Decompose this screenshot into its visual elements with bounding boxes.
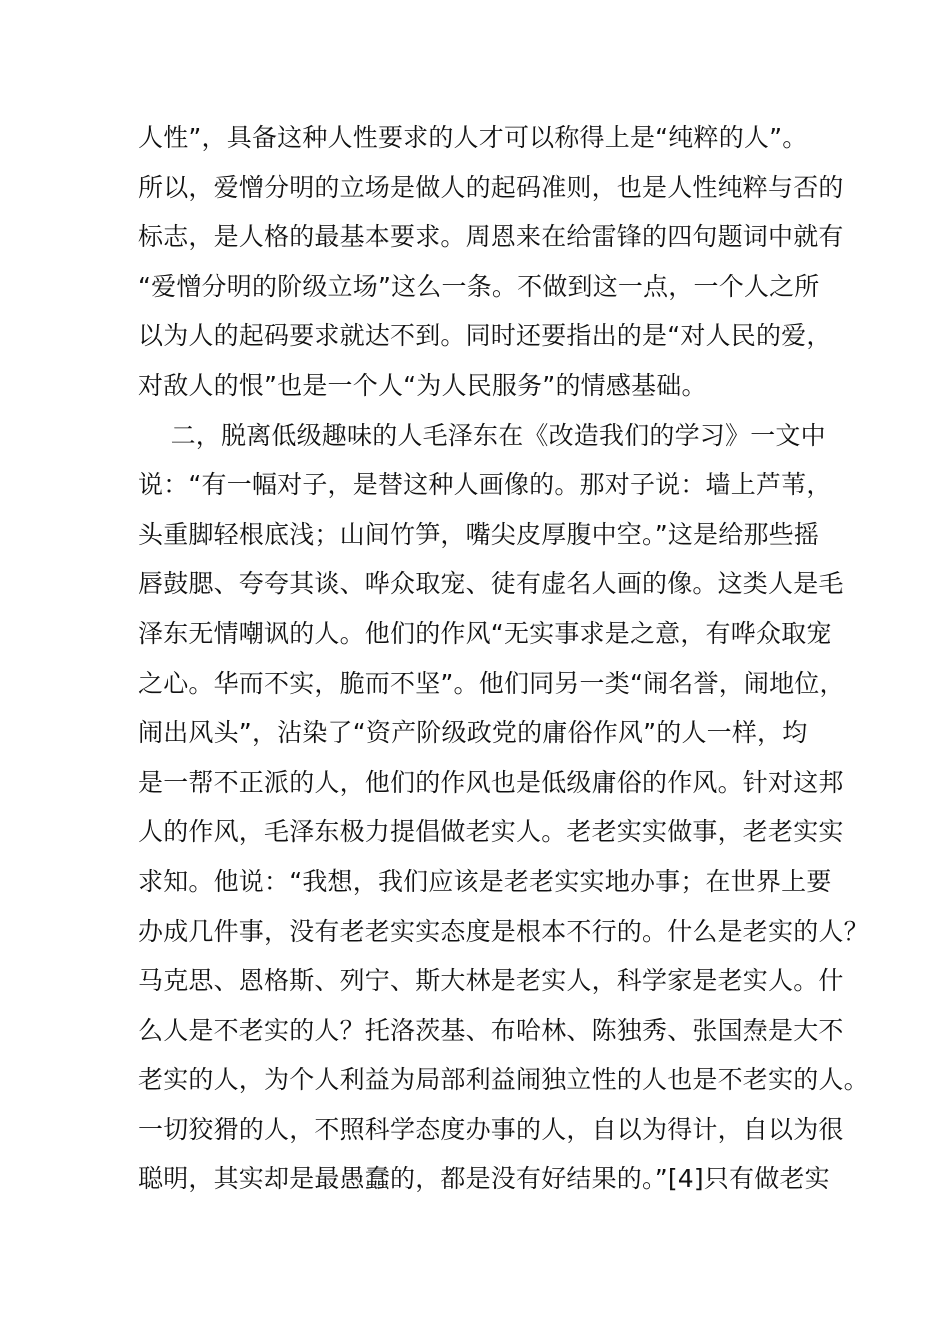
text-line: 是一帮不正派的人，他们的作风也是低级庸俗的作风。针对这邦 <box>138 767 844 797</box>
text-line: 马克思、恩格斯、列宁、斯大林是老实人，科学家是老实人。什 <box>138 966 844 996</box>
text-line: 闹出风头”，沾染了“资产阶级政党的庸俗作风”的人一样，均 <box>138 718 808 748</box>
text-line: 泽东无情嘲讽的人。他们的作风“无实事求是之意，有哗众取宠 <box>138 618 832 648</box>
text-line: 老实的人，为个人利益为局部利益闹独立性的人也是不老实的人。 <box>138 1065 869 1095</box>
section-heading-line: 二，脱离低级趣味的人毛泽东在《改造我们的学习》一文中 <box>138 420 826 450</box>
text-line: 人的作风，毛泽东极力提倡做老实人。老老实实做事，老老实实 <box>138 817 844 847</box>
text-line: 说：“有一幅对子，是替这种人画像的。那对子说：墙上芦苇， <box>138 470 832 500</box>
text-line: 唇鼓腮、夸夸其谈、哗众取宠、徒有虚名人画的像。这类人是毛 <box>138 569 844 599</box>
text-line: 么人是不老实的人？托洛茨基、布哈林、陈独秀、张国焘是大不 <box>138 1015 844 1045</box>
body-text <box>138 113 869 1204</box>
text-line: 之心。华而不实，脆而不坚”。他们同另一类“闹名誉，闹地位， <box>138 668 845 698</box>
text-line: 头重脚轻根底浅；山间竹笋，嘴尖皮厚腹中空。”这是给那些摇 <box>138 519 820 549</box>
text-line: 聪明，其实却是最愚蠢的，都是没有好结果的。”[4]只有做老实 <box>138 1164 830 1194</box>
text-line: 人性”，具备这种人性要求的人才可以称得上是“纯粹的人”。 <box>138 123 808 152</box>
text-line: “爱憎分明的阶级立场”这么一条。不做到这一点，一个人之所 <box>138 271 820 301</box>
text-line: 求知。他说：“我想，我们应该是老老实实地办事；在世界上要 <box>138 866 832 896</box>
text-line: 一切狡猾的人，不照科学态度办事的人，自以为得计，自以为很 <box>138 1114 844 1144</box>
text-line: 以为人的起码要求就达不到。同时还要指出的是“对人民的爱， <box>138 321 832 351</box>
text-line: 标志，是人格的最基本要求。周恩来在给雷锋的四句题词中就有 <box>138 222 844 252</box>
text-line: 所以，爱憎分明的立场是做人的起码准则，也是人性纯粹与否的 <box>138 172 844 202</box>
text-line: 对敌人的恨”也是一个人“为人民服务”的情感基础。 <box>138 370 707 400</box>
text-line: 办成几件事，没有老老实实态度是根本不行的。什么是老实的人？ <box>138 916 869 946</box>
